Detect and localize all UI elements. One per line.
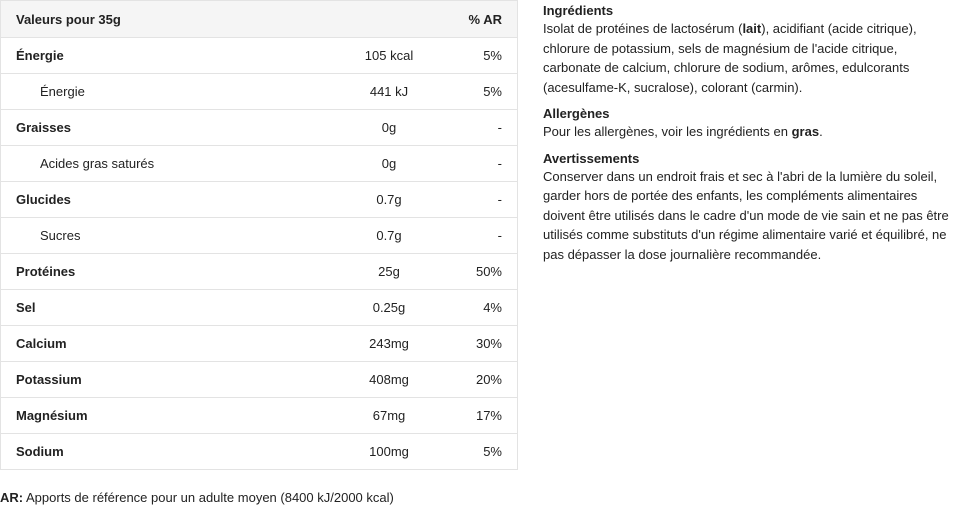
allergens-text: Pour les allergènes, voir les ingrédients en gras. bbox=[543, 124, 823, 139]
nutrient-value: 441 kJ bbox=[320, 74, 458, 110]
nutrient-value: 243mg bbox=[320, 326, 458, 362]
table-row bbox=[1, 218, 518, 254]
table-row bbox=[1, 290, 518, 326]
nutrient-label: Sodium bbox=[1, 434, 321, 470]
footnote-text: Apports de référence pour un adulte moyen (8400 kJ/2000 kcal) bbox=[23, 490, 394, 505]
nutrient-value: 100mg bbox=[320, 434, 458, 470]
nutrient-label: Énergie bbox=[1, 38, 321, 74]
ingredients-allergen-bold: lait bbox=[742, 21, 762, 36]
nutrient-label: Calcium bbox=[1, 326, 321, 362]
nutrient-ar: 17% bbox=[458, 398, 518, 434]
table-row bbox=[1, 398, 518, 434]
nutrient-value: 0g bbox=[320, 110, 458, 146]
nutrient-ar: 30% bbox=[458, 326, 518, 362]
table-row bbox=[1, 362, 518, 398]
table-row bbox=[1, 38, 518, 74]
product-info bbox=[543, 3, 953, 273]
nutrient-ar: 50% bbox=[458, 254, 518, 290]
nutrient-ar: 5% bbox=[458, 74, 518, 110]
nutrient-ar: 5% bbox=[458, 434, 518, 470]
nutrient-ar: - bbox=[458, 146, 518, 182]
nutrient-ar: 4% bbox=[458, 290, 518, 326]
nutrient-label: Acides gras saturés bbox=[1, 146, 321, 182]
nutrient-value: 0.25g bbox=[320, 290, 458, 326]
nutrient-label: Potassium bbox=[1, 362, 321, 398]
nutrient-label: Énergie bbox=[1, 74, 321, 110]
nutrient-value: 67mg bbox=[320, 398, 458, 434]
allergens-title: Allergènes bbox=[543, 106, 610, 121]
allergens-bold: gras bbox=[791, 124, 820, 139]
nutrient-label: Glucides bbox=[1, 182, 321, 218]
nutrient-value: 25g bbox=[320, 254, 458, 290]
nutrient-label: Protéines bbox=[1, 254, 321, 290]
nutrient-label: Magnésium bbox=[1, 398, 321, 434]
header-ar: % AR bbox=[458, 1, 518, 38]
nutrient-ar: 5% bbox=[458, 38, 518, 74]
header-label: Valeurs pour 35g bbox=[1, 1, 321, 38]
nutrient-value: 0g bbox=[320, 146, 458, 182]
nutrient-label: Sel bbox=[1, 290, 321, 326]
table-row bbox=[1, 146, 518, 182]
table-row bbox=[1, 182, 518, 218]
header-value bbox=[320, 1, 458, 38]
nutrient-ar: 20% bbox=[458, 362, 518, 398]
nutrient-value: 408mg bbox=[320, 362, 458, 398]
nutrient-value: 105 kcal bbox=[320, 38, 458, 74]
nutrient-label: Graisses bbox=[1, 110, 321, 146]
table-row bbox=[1, 434, 518, 470]
nutrition-table-header bbox=[1, 1, 518, 38]
footnote-abbr: AR: bbox=[0, 490, 24, 505]
table-row bbox=[1, 110, 518, 146]
table-row bbox=[1, 74, 518, 110]
nutrient-value: 0.7g bbox=[320, 182, 458, 218]
nutrient-ar: - bbox=[458, 110, 518, 146]
nutrient-value: 0.7g bbox=[320, 218, 458, 254]
ingredients-title: Ingrédients bbox=[543, 3, 614, 18]
nutrient-ar: - bbox=[458, 218, 518, 254]
ingredients-text: Isolat de protéines de lactosérum (lait), acidifiant (acide citrique), chlorure de potassium, sels de magnésium de l'acide citrique, carbonate de calcium, chlorure de sodium, arômes, edulcorants (acesulfame-K, sucralose), colorant (carmin). bbox=[543, 21, 917, 95]
nutrient-ar: - bbox=[458, 182, 518, 218]
warnings-title: Avertissements bbox=[543, 150, 640, 166]
table-row bbox=[1, 254, 518, 290]
warnings-text: Conserver dans un endroit frais et sec à l'abri de la lumière du soleil, garder hors de portée des enfants, les compléments alimentaires doivent être utilisés dans le cadre d'un mode de vie sain et ne pas être utilisés comme substituts d'un régime alimentaire varié et équilibré, ne pas dépasser la dose journalière recommandée. bbox=[543, 168, 949, 262]
table-row bbox=[1, 326, 518, 362]
nutrition-table bbox=[0, 0, 518, 470]
footnote bbox=[0, 490, 394, 505]
nutrient-label: Sucres bbox=[1, 218, 321, 254]
